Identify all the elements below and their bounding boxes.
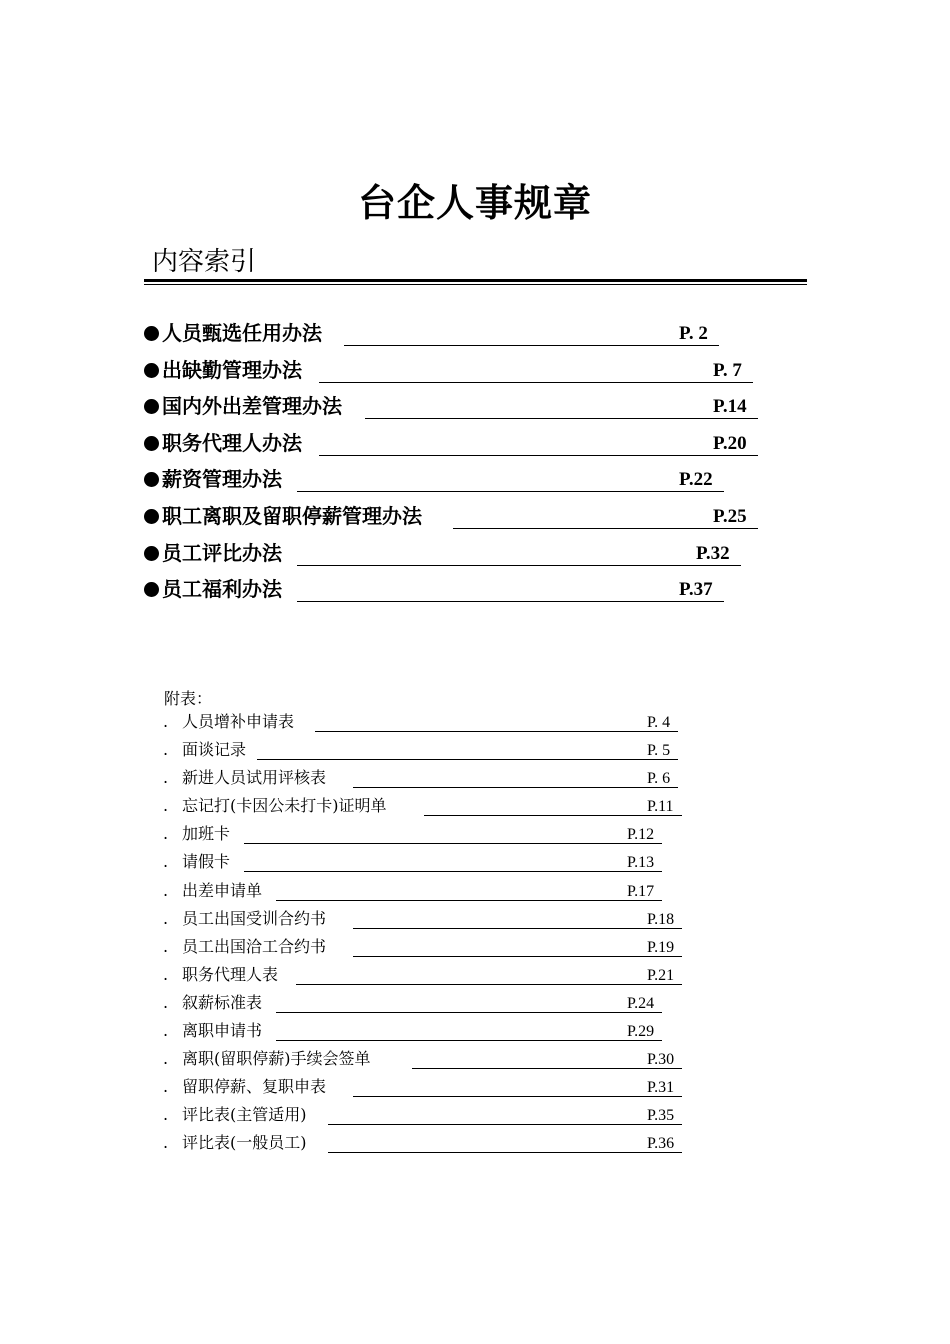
appendix-entry[interactable]: [160, 991, 720, 1019]
appendix-entry[interactable]: [160, 794, 720, 822]
leader-line: [353, 928, 682, 929]
appendix-page-number: P.17: [627, 882, 655, 900]
bullet-icon: [144, 363, 159, 378]
dot-bullet-icon: .: [163, 852, 169, 872]
dot-bullet-icon: .: [163, 880, 169, 900]
leader-line: [319, 382, 753, 383]
leader-line: [365, 418, 758, 419]
leader-line: [319, 455, 758, 456]
appendix-entry[interactable]: [160, 1131, 720, 1159]
leader-line: [276, 1040, 662, 1041]
dot-bullet-icon: .: [163, 1021, 169, 1041]
appendix-title: 人员增补申请表: [182, 712, 295, 731]
bullet-icon: [144, 399, 159, 414]
appendix-page-number: P. 4: [647, 714, 671, 731]
appendix-entry[interactable]: [160, 1103, 720, 1131]
appendix-title: 忘记打(卡因公未打卡)证明单: [182, 796, 387, 816]
main-index-list: [144, 318, 784, 611]
document-title: 台企人事规章: [357, 181, 592, 225]
leader-line: [328, 1124, 682, 1125]
appendix-page-number: P.24: [627, 994, 655, 1012]
index-entry[interactable]: [144, 464, 784, 501]
appendix-page-number: P.18: [647, 910, 675, 928]
entry-title: 国内外出差管理办法: [162, 394, 342, 419]
leader-line: [328, 1152, 682, 1153]
index-entry[interactable]: [144, 501, 784, 538]
dot-bullet-icon: .: [163, 768, 169, 788]
appendix-entry[interactable]: [160, 879, 720, 907]
dot-bullet-icon: .: [163, 740, 169, 760]
leader-line: [297, 601, 724, 602]
header-rule-thick: [144, 279, 807, 282]
leader-line: [276, 1012, 662, 1013]
leader-line: [244, 871, 662, 872]
dot-bullet-icon: .: [163, 1077, 169, 1097]
appendix-entry[interactable]: [160, 1019, 720, 1047]
index-entry[interactable]: [144, 391, 784, 428]
appendix-entry[interactable]: [160, 907, 720, 935]
appendix-entry[interactable]: [160, 1047, 720, 1075]
appendix-entry[interactable]: [160, 822, 720, 850]
appendix-title: 离职(留职停薪)手续会签单: [182, 1049, 371, 1069]
appendix-title: 评比表(一般员工): [182, 1133, 307, 1153]
entry-page-number: P.20: [713, 432, 747, 454]
entry-page-number: P.25: [713, 505, 747, 527]
appendix-page-number: P. 6: [647, 770, 671, 788]
appendix-title: 新进人员试用评核表: [182, 768, 327, 788]
appendix-entry[interactable]: [160, 963, 720, 991]
index-entry[interactable]: [144, 355, 784, 392]
appendix-page-number: P.36: [647, 1135, 675, 1153]
dot-bullet-icon: .: [163, 936, 169, 956]
entry-title: 员工评比办法: [162, 540, 282, 565]
index-entry[interactable]: [144, 538, 784, 575]
appendix-title: 面谈记录: [182, 740, 247, 760]
leader-line: [257, 759, 678, 760]
leader-line: [297, 565, 741, 566]
entry-title: 出缺勤管理办法: [162, 357, 302, 382]
appendix-title: 职务代理人表: [182, 964, 279, 984]
appendix-title: 出差申请单: [182, 880, 263, 900]
appendix-entry[interactable]: [160, 738, 720, 766]
entry-title: 职工离职及留职停薪管理办法: [162, 503, 422, 528]
dot-bullet-icon: .: [163, 824, 169, 844]
appendix-entry[interactable]: [160, 710, 720, 738]
entry-title: 员工福利办法: [162, 577, 282, 602]
bullet-icon: [144, 582, 159, 597]
entry-page-number: P. 2: [679, 323, 708, 344]
dot-bullet-icon: .: [163, 1133, 169, 1153]
entry-page-number: P. 7: [713, 359, 742, 381]
appendix-entry[interactable]: [160, 1075, 720, 1103]
entry-page-number: P.14: [713, 396, 747, 418]
leader-line: [353, 956, 682, 957]
leader-line: [353, 787, 678, 788]
appendix-title: 加班卡: [182, 824, 231, 844]
bullet-icon: [144, 472, 159, 487]
appendix-page-number: P.35: [647, 1107, 675, 1125]
leader-line: [424, 815, 682, 816]
appendix-list: [160, 710, 720, 1160]
index-entry[interactable]: [144, 574, 784, 611]
dot-bullet-icon: .: [163, 964, 169, 984]
leader-line: [353, 1096, 682, 1097]
bullet-icon: [144, 509, 159, 524]
appendix-entry[interactable]: [160, 850, 720, 878]
index-header: [144, 245, 807, 285]
appendix-page-number: P. 5: [647, 742, 671, 760]
appendix-page-number: P.30: [647, 1051, 675, 1069]
leader-line: [412, 1068, 682, 1069]
appendix-page-number: P.29: [627, 1023, 655, 1041]
entry-title: 人员甄选任用办法: [162, 321, 322, 345]
leader-line: [244, 843, 662, 844]
appendix-page-number: P.13: [627, 854, 655, 872]
dot-bullet-icon: .: [163, 1105, 169, 1125]
leader-line: [344, 345, 719, 346]
leader-line: [297, 491, 724, 492]
appendix-page-number: P.19: [647, 938, 675, 956]
appendix-entry[interactable]: [160, 935, 720, 963]
bullet-icon: [144, 546, 159, 561]
leader-line: [276, 900, 662, 901]
entry-page-number: P.22: [679, 469, 713, 491]
leader-line: [315, 731, 678, 732]
appendix-page-number: P.21: [647, 966, 675, 984]
index-entry[interactable]: [144, 318, 784, 355]
appendix-title: 叙薪标准表: [182, 992, 263, 1012]
dot-bullet-icon: .: [163, 796, 169, 816]
entry-page-number: P.37: [679, 579, 713, 601]
index-entry[interactable]: [144, 428, 784, 465]
dot-bullet-icon: .: [163, 1049, 169, 1069]
appendix-title: 留职停薪、复职申表: [182, 1077, 327, 1097]
header-rule-thin: [144, 284, 807, 285]
bullet-icon: [144, 436, 159, 451]
bullet-icon: [144, 326, 159, 341]
appendix-page-number: P.12: [627, 826, 655, 844]
appendix-page-number: P.11: [647, 798, 674, 816]
appendix-label: 附表：: [164, 689, 213, 708]
entry-page-number: P.32: [696, 542, 730, 564]
leader-line: [296, 984, 682, 985]
appendix-title: 员工出国洽工合约书: [182, 936, 327, 956]
entry-title: 薪资管理办法: [162, 467, 282, 492]
appendix-title: 员工出国受训合约书: [182, 908, 327, 928]
dot-bullet-icon: .: [163, 908, 169, 928]
appendix-title: 请假卡: [182, 852, 231, 872]
appendix-entry[interactable]: [160, 766, 720, 794]
entry-title: 职务代理人办法: [162, 430, 302, 455]
appendix-page-number: P.31: [647, 1079, 675, 1097]
appendix-title: 评比表(主管适用): [182, 1105, 307, 1125]
index-title: 内容索引: [152, 247, 257, 277]
dot-bullet-icon: .: [163, 992, 169, 1012]
appendix-title: 离职申请书: [182, 1021, 263, 1041]
dot-bullet-icon: .: [163, 712, 169, 731]
